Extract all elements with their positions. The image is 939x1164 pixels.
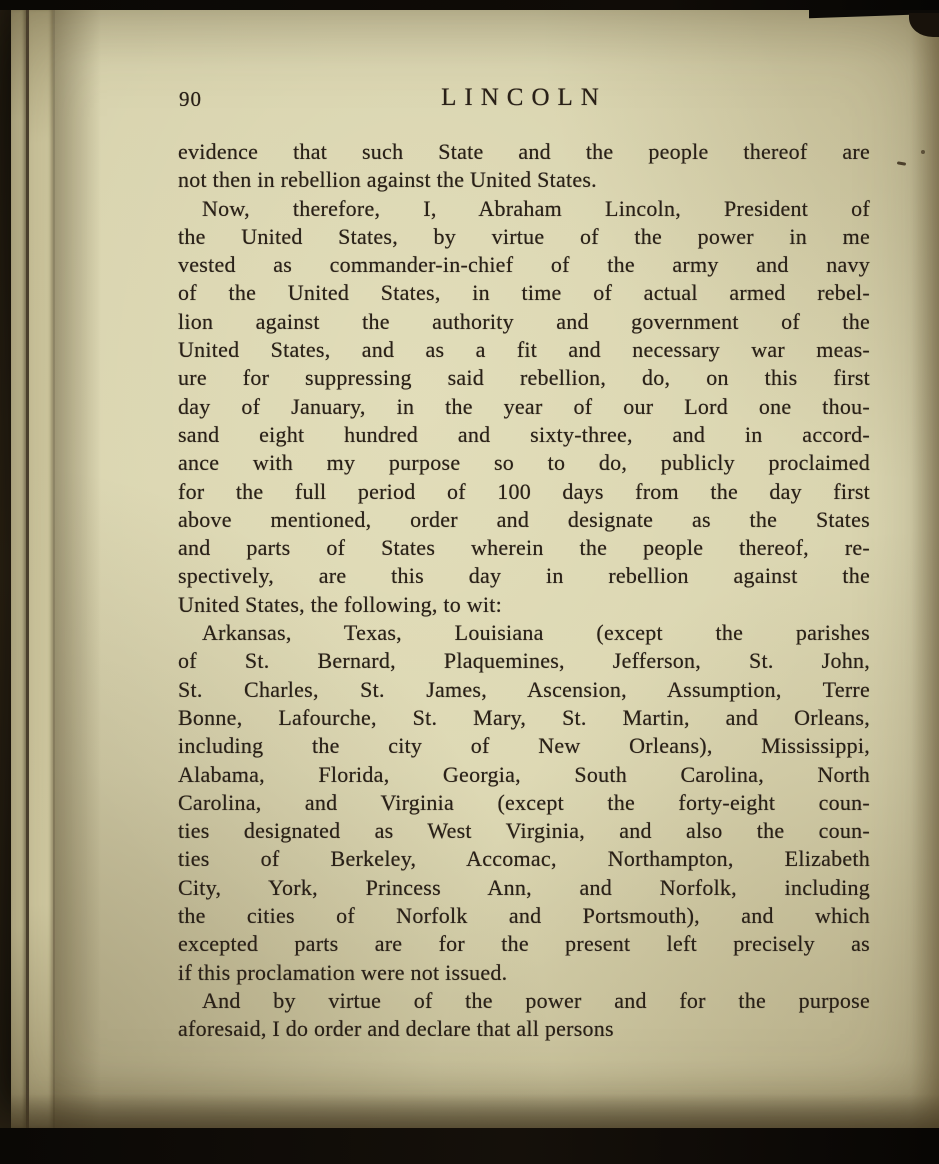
text-line: Now, therefore, I, Abraham Lincoln, President of xyxy=(202,195,870,221)
text-line: evidence that such State and the people thereof are xyxy=(178,139,870,164)
paper-speck xyxy=(897,161,906,165)
text-line: ure for suppressing said rebellion, do, on this first xyxy=(178,365,870,391)
book-gutter-edge xyxy=(0,9,11,1128)
scan-border-top xyxy=(0,0,939,10)
text-line: Bonne, Lafourche, St. Mary, St. Martin, and Orleans, xyxy=(178,704,870,730)
text-line: not then in rebellion against the United States. xyxy=(178,167,597,193)
text-line: sand eight hundred and sixty-three, and in accord- xyxy=(178,421,870,447)
text-line: spectively, are this day in rebellion against the xyxy=(178,563,870,589)
text-line: ties of Berkeley, Accomac, Northampton, Elizabeth xyxy=(178,846,870,872)
text-line: above mentioned, order and designate as the States xyxy=(178,506,870,532)
text-line: lion against the authority and government of the xyxy=(178,308,870,334)
text-line: including the city of New Orleans), Mississippi, xyxy=(178,733,870,759)
book-spine-page-edge xyxy=(29,9,53,1128)
page-right-shadow xyxy=(911,9,939,1128)
text-line: City, York, Princess Ann, and Norfolk, including xyxy=(178,874,870,900)
text-line: of St. Bernard, Plaquemines, Jefferson, St. John, xyxy=(178,648,870,674)
paper-speck xyxy=(921,150,925,154)
book-page-paper xyxy=(0,9,939,1128)
text-line: And by virtue of the power and for the purpose xyxy=(202,987,870,1013)
page-header xyxy=(178,84,870,116)
text-line: the United States, by virtue of the power in me xyxy=(178,223,870,249)
text-line: excepted parts are for the present left precisely as xyxy=(178,931,870,957)
gutter-shadow xyxy=(55,9,101,1128)
scan-border-bottom xyxy=(0,1128,939,1164)
text-line: ties designated as West Virginia, and also the coun- xyxy=(178,818,870,844)
text-line: for the full period of 100 days from the day first xyxy=(178,478,870,504)
text-line: United States, the following, to wit: xyxy=(178,591,502,617)
text-line: vested as commander-in-chief of the army and navy xyxy=(178,252,870,278)
text-line: the cities of Norfolk and Portsmouth), and which xyxy=(178,903,870,929)
text-line: Arkansas, Texas, Louisiana (except the parishes xyxy=(202,620,870,646)
text-line: United States, and as a fit and necessary war meas- xyxy=(178,337,870,363)
text-line: ance with my purpose so to do, publicly proclaimed xyxy=(178,450,870,476)
text-line: day of January, in the year of our Lord one thou- xyxy=(178,393,870,419)
text-line: St. Charles, St. James, Ascension, Assumption, Terre xyxy=(178,676,870,702)
text-line: if this proclamation were not issued. xyxy=(178,959,508,985)
text-line: of the United States, in time of actual armed rebel- xyxy=(178,280,870,306)
text-line: Alabama, Florida, Georgia, South Carolina, North xyxy=(178,761,870,787)
text-block xyxy=(178,138,870,1044)
page-content xyxy=(178,84,870,1044)
text-line: and parts of States wherein the people thereof, re- xyxy=(178,535,870,561)
running-head-title: LINCOLN xyxy=(441,84,607,111)
book-spine-page-edge xyxy=(11,9,26,1128)
text-line: aforesaid, I do order and declare that all persons xyxy=(178,1016,614,1042)
page-bottom-shadow xyxy=(0,1094,939,1128)
page-number: 90 xyxy=(179,87,202,111)
text-line: Carolina, and Virginia (except the forty-eight coun- xyxy=(178,789,870,815)
